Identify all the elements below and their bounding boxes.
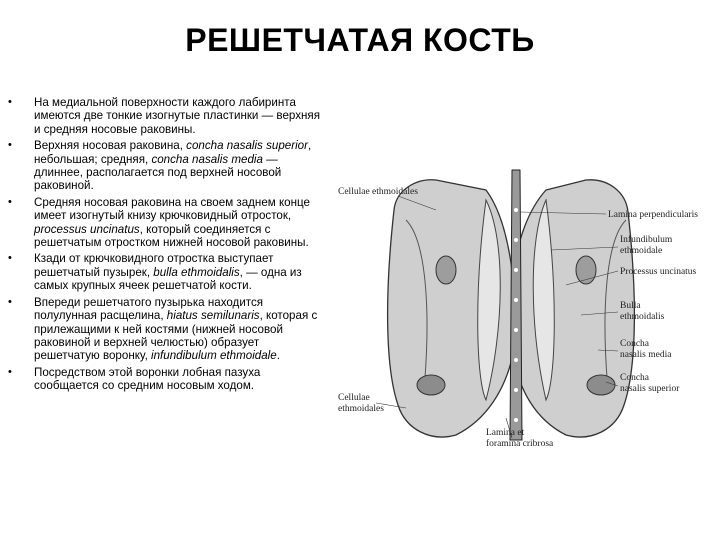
- label-lamina-cribrosa-line2: foramina cribrosa: [486, 439, 554, 449]
- bullet-text: Кзади от крючковидного отростка выступает решетчатый пузырек,: [34, 252, 274, 279]
- bullet-dot-icon: •: [8, 195, 12, 208]
- label-concha-media-line2: nasalis media: [620, 350, 672, 360]
- bullet-text: , — одна из самых крупных ячеек решетчатой кости.: [34, 265, 302, 293]
- latin-term: hiatus semilunaris: [166, 309, 260, 323]
- bullet-text: , которая с прилежащими к ней костями (нижней носовой раковиной и верхней челюстью) образует решетчатую воронку,: [34, 309, 318, 363]
- bullet-text: На медиальной поверхности каждого лабиринта имеются две тонкие изогнутые пластинки — верхняя и средняя носовые раковины.: [34, 96, 320, 136]
- label-infundibulum-line2: ethmoidale: [620, 246, 663, 256]
- bullet-text: Верхняя носовая раковина,: [34, 139, 187, 153]
- label-cellulae-ethmoidales-bottom-line2: ethmoidales: [338, 404, 384, 414]
- latin-term: processus uncinatus: [34, 222, 140, 236]
- bullet-dot-icon: •: [8, 252, 12, 265]
- label-concha-superior-line2: nasalis superior: [620, 384, 680, 394]
- bullet-item: [8, 139, 320, 193]
- latin-term: concha nasalis superior: [186, 139, 308, 153]
- bullet-item: [8, 96, 320, 136]
- bullet-text: Впереди решетчатого пузырька находится полулунная расщелина,: [34, 295, 264, 323]
- label-infundibulum-line1: Infundibulum: [620, 235, 673, 245]
- ethmoid-bone-figure: [336, 150, 720, 450]
- bullet-item: [8, 252, 320, 292]
- label-bulla-line1: Bulla: [620, 301, 641, 311]
- bullet-item: [8, 196, 320, 250]
- bullet-dot-icon: •: [8, 295, 12, 308]
- bullet-text: , который соединяется с решетчатым отростком нижней носовой раковины.: [34, 222, 309, 250]
- bullet-list: [8, 96, 320, 396]
- label-concha-media-line1: Concha: [620, 339, 650, 349]
- bullet-text: , небольшая; средняя,: [34, 139, 312, 166]
- label-lamina-perpendicularis: Lamina perpendicularis: [608, 210, 698, 220]
- label-processus-uncinatus: Processus uncinatus: [620, 267, 697, 277]
- latin-term: concha nasalis media: [151, 152, 263, 166]
- bullet-text: .: [276, 349, 280, 363]
- bullet-dot-icon: •: [8, 96, 12, 108]
- latin-term: infundibulum ethmoidale: [151, 349, 277, 363]
- latin-term: bulla ethmoidalis: [153, 265, 240, 279]
- bullet-dot-icon: •: [8, 365, 12, 378]
- label-bulla-line2: ethmoidalis: [620, 312, 665, 322]
- bullet-text: Средняя носовая раковина на своем заднем конце имеет изогнутый книзу крючковидный отросток,: [34, 195, 310, 223]
- bullet-item: [8, 366, 320, 393]
- label-concha-superior-line1: Concha: [620, 373, 650, 383]
- bullet-item: [8, 296, 320, 363]
- label-cellulae-ethmoidales-top: Cellulae ethmoidales: [338, 187, 418, 197]
- bullet-text: — длиннее, располагается под верхней носовой раковиной.: [34, 152, 282, 193]
- ethmoid-bone-illustration: [388, 170, 635, 440]
- label-cellulae-ethmoidales-bottom-line1: Cellulae: [338, 393, 370, 403]
- bullet-text: Посредством этой воронки лобная пазуха сообщается со средним носовым ходом.: [34, 365, 261, 393]
- label-lamina-cribrosa-line1: Lamina et: [486, 428, 525, 438]
- bullet-dot-icon: •: [8, 139, 12, 152]
- slide-title: РЕШЕТЧАТАЯ КОСТЬ: [185, 22, 535, 58]
